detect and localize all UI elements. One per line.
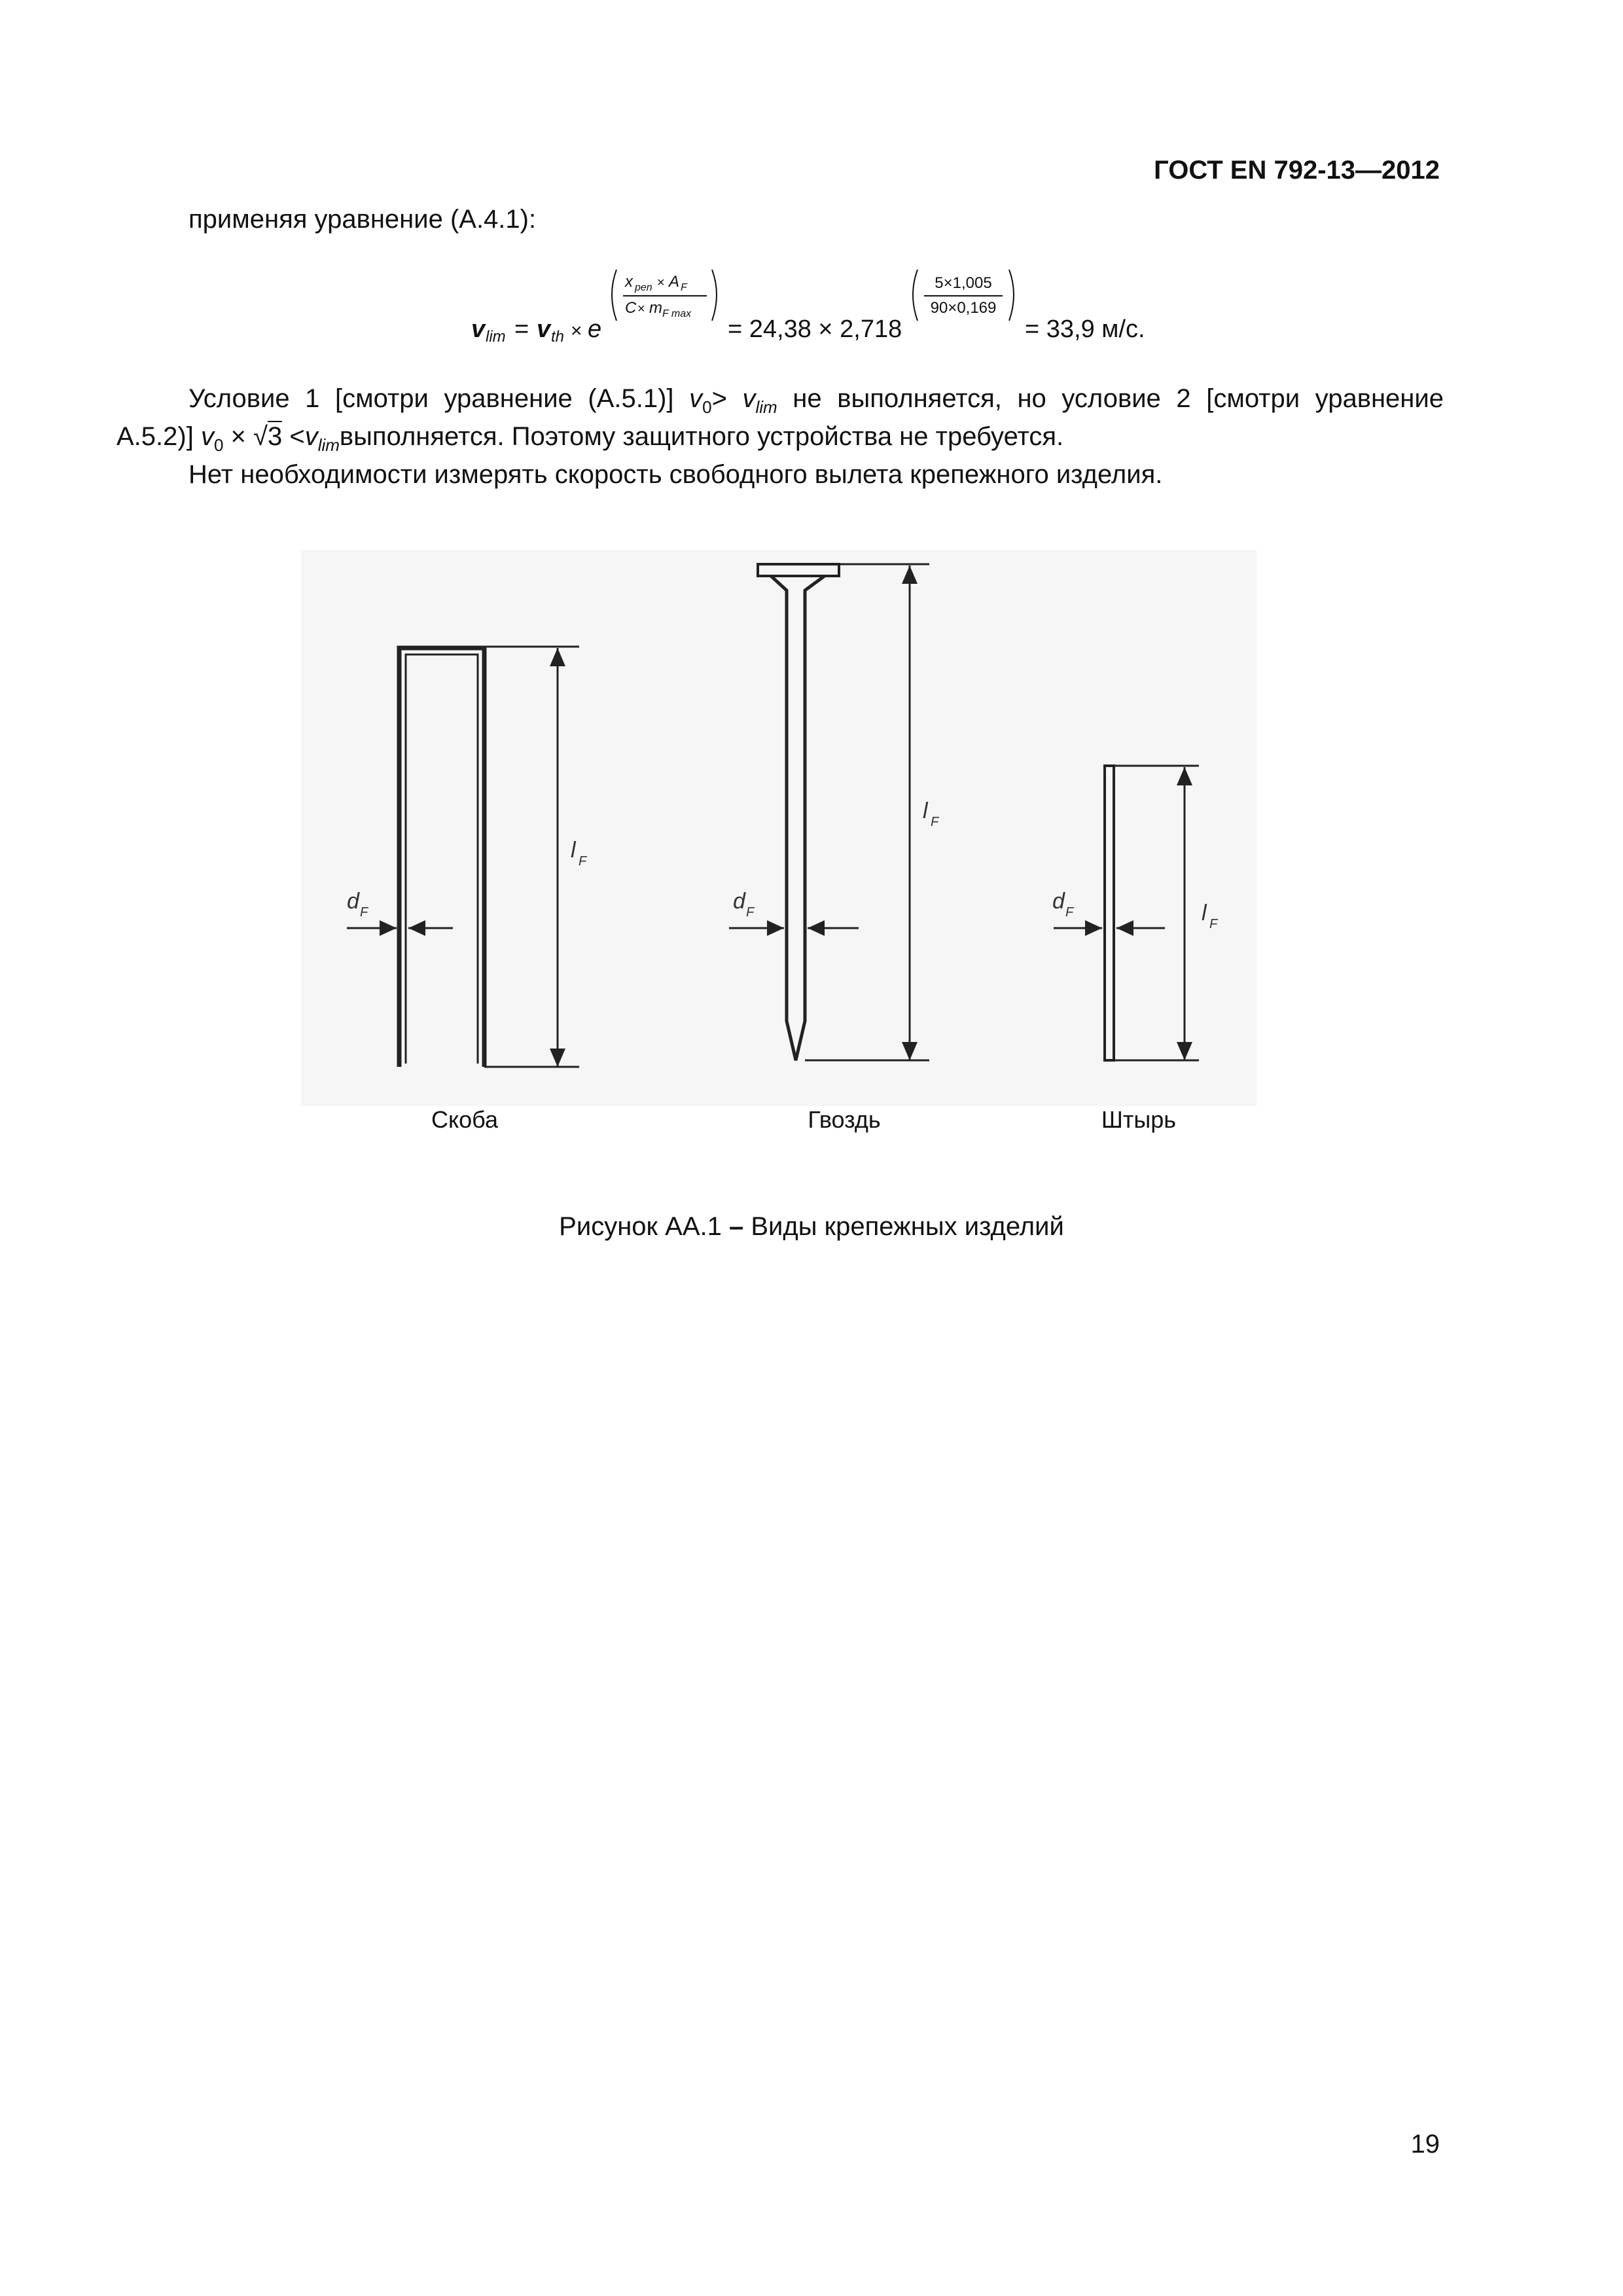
- exp1-left-paren: [612, 270, 616, 321]
- formula-vlim: v: [471, 315, 486, 343]
- nail-diameter-label-sub: F: [746, 905, 755, 920]
- exp1-den-m: m: [649, 299, 662, 317]
- cond2-v0: v: [200, 422, 214, 451]
- document-header: ГОСТ EN 792-13—2012: [1154, 156, 1440, 185]
- exp1-right-paren: [712, 270, 717, 321]
- cond1-text-a: Условие 1 [смотри уравнение (А.5.1)]: [188, 384, 690, 413]
- cond1-vlim-sub: lim: [755, 397, 777, 417]
- cond1-v0: v: [689, 384, 703, 413]
- cond1-v0-sub: 0: [702, 397, 712, 417]
- formula-times: ×: [571, 320, 582, 342]
- cond2-vlim-sub: lim: [317, 435, 340, 455]
- staple-length-label-sub: F: [579, 854, 587, 869]
- cond2-v0-sub: 0: [213, 435, 224, 455]
- staple-length-label: l: [571, 838, 576, 863]
- pin-diameter-label: d: [1052, 889, 1065, 914]
- exp1-num-times: ×: [657, 276, 665, 290]
- velocity-formula: [471, 268, 1230, 353]
- fasteners-svg: [301, 550, 1257, 1106]
- exp1-den-m-sub: F max: [662, 308, 692, 319]
- exp1-num-x-sub: pen: [635, 282, 652, 293]
- fasteners-figure: [301, 550, 1257, 1106]
- exp2-den: 90×0,169: [930, 299, 997, 317]
- cond1-text-b: не выполняется, но условие 2 [смотри уравнение: [777, 384, 1444, 413]
- exp2-left-paren: [913, 270, 918, 321]
- measurement-paragraph: Нет необходимости измерять скорость свободного вылета крепежного изделия.: [188, 460, 1163, 489]
- exp1-num-x: x: [625, 273, 633, 291]
- formula-vlim-sub: lim: [486, 328, 506, 346]
- exp2-right-paren: [1009, 270, 1014, 321]
- cond2-times: ×: [223, 422, 254, 451]
- label-pin: Штырь: [1101, 1106, 1177, 1133]
- formula-eq: =: [514, 315, 529, 343]
- caption-suffix: Виды крепежных изделий: [743, 1212, 1064, 1241]
- caption-dash: –: [728, 1212, 744, 1241]
- staple-diameter-label-sub: F: [360, 905, 368, 920]
- cond2-sqrt-value: 3: [267, 422, 283, 451]
- label-staple: Скоба: [431, 1106, 498, 1133]
- nail-diameter-label: d: [733, 889, 745, 914]
- pin-length-label-sub: F: [1209, 917, 1218, 931]
- exp1-num-A: A: [669, 273, 680, 291]
- formula-vth: v: [537, 315, 551, 343]
- label-nail: Гвоздь: [808, 1106, 881, 1133]
- exp1-num-A-sub: F: [681, 282, 687, 293]
- intro-paragraph: применяя уравнение (А.4.1):: [188, 205, 537, 234]
- pin-diameter-label-sub: F: [1065, 905, 1074, 920]
- formula-vth-sub: th: [551, 328, 565, 346]
- formula-e: e: [588, 315, 602, 343]
- cond1-vlim: v: [742, 384, 756, 413]
- page-number: 19: [1410, 2130, 1440, 2159]
- cond2-text-a: А.5.2)]: [116, 422, 201, 451]
- nail-length-label: l: [923, 798, 928, 823]
- exp1-den-C: C: [625, 299, 637, 317]
- staple-diameter-label: d: [347, 889, 359, 914]
- formula-svg: [471, 268, 1230, 353]
- cond2-lt: <: [282, 422, 305, 451]
- pin-length-label: l: [1202, 901, 1207, 925]
- exp1-den-times: ×: [637, 302, 645, 316]
- formula-eq2: = 24,38 × 2,718: [728, 315, 902, 343]
- formula-result: = 33,9 м/с.: [1025, 315, 1145, 343]
- caption-prefix: Рисунок АА.1: [559, 1212, 729, 1241]
- nail-length-label-sub: F: [931, 815, 939, 829]
- cond2-vlim: v: [304, 422, 318, 451]
- figure-caption: [327, 1212, 1296, 1242]
- cond2-text-b: выполняется. Поэтому защитного устройства не требуется.: [339, 422, 1064, 451]
- cond1-gt: >: [711, 384, 743, 413]
- sqrt-icon: √: [253, 422, 268, 451]
- exp2-num: 5×1,005: [935, 274, 992, 292]
